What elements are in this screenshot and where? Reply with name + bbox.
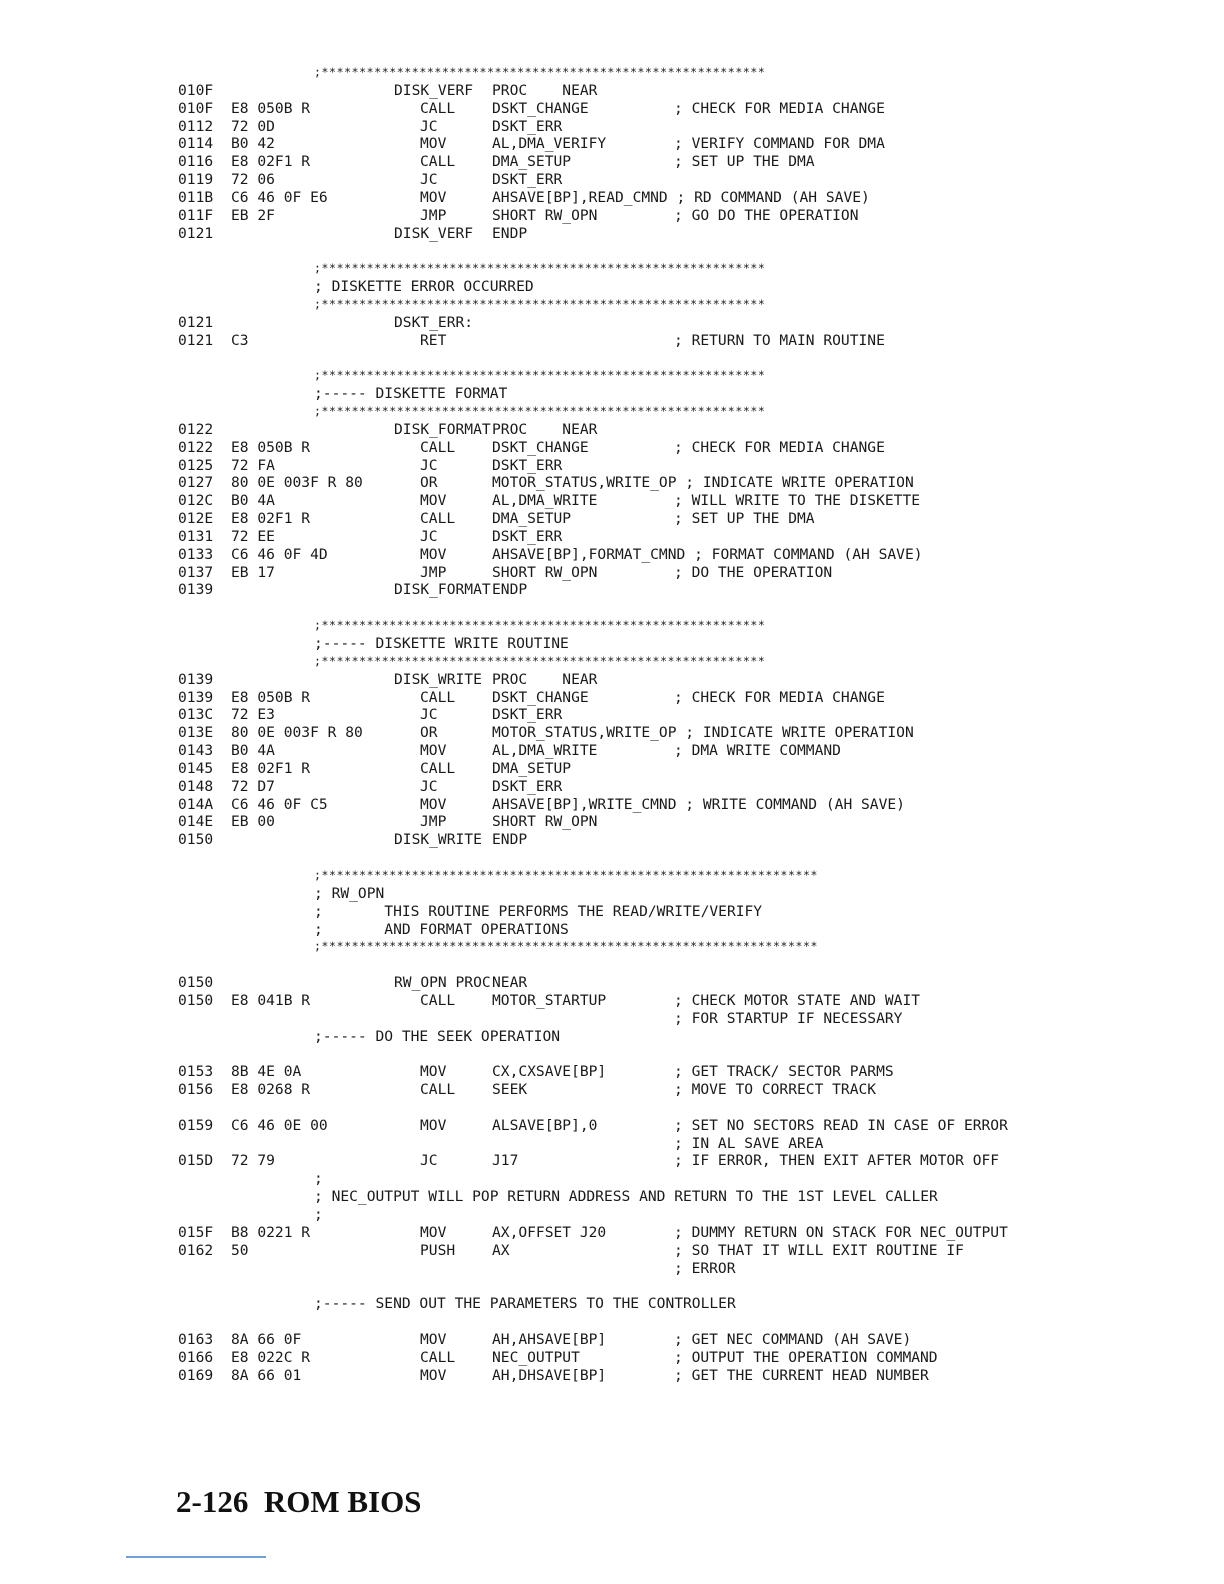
operand: MOTOR_STATUS,WRITE_OP ; INDICATE WRITE OPERATION [492,474,914,492]
separator-line [178,867,1168,885]
hex-code: C6 46 0E 00 [231,1116,328,1134]
code-line [178,742,1168,760]
label: DISK_WRITE [394,670,482,688]
mnemonic: OR [420,474,438,492]
address: 0150 [178,974,214,992]
comment-text: ; [314,1206,323,1223]
comment-text: ;----- DO THE SEEK OPERATION [314,1027,561,1045]
mnemonic: JC [420,706,438,724]
hex-code: 72 79 [231,1152,275,1170]
code-line [178,992,1168,1010]
mnemonic: CALL [420,991,456,1009]
operand: AHSAVE[BP],FORMAT_CMND ; FORMAT COMMAND (AH SAVE) [492,545,923,563]
section-comment [178,1028,1168,1046]
code-line [178,225,1168,243]
hex-code: 80 0E 003F R 80 [231,474,363,492]
separator-line [178,617,1168,635]
code-line [178,778,1168,796]
code-line [178,1331,1168,1349]
hex-code: C3 [231,331,249,349]
operand: AL,DMA_WRITE [492,492,598,510]
mnemonic: JC [420,777,438,795]
code-line [178,100,1168,118]
code-line [178,510,1168,528]
code-line [178,1367,1168,1385]
asterisk-rule: ;*********************************************************** [314,261,766,276]
code-line [178,1242,1168,1260]
address: 011F [178,206,214,224]
separator-line [178,653,1168,671]
blank-line [178,599,1168,617]
address: 010F [178,99,214,117]
address: 0163 [178,1330,214,1348]
address: 0122 [178,420,214,438]
asterisk-rule: ;****************************************************************** [314,867,819,882]
operand: DSKT_ERR [492,117,563,135]
section-comment [178,1206,1168,1224]
address: 0169 [178,1366,214,1384]
mnemonic: JC [420,171,438,189]
comment: ; DMA WRITE COMMAND [674,742,841,760]
comment: ; RETURN TO MAIN ROUTINE [674,331,885,349]
operand: PROC NEAR [492,670,598,688]
hex-code: 8A 66 0F [231,1330,302,1348]
address: 0116 [178,153,214,171]
mnemonic: MOV [420,1223,447,1241]
code-line [178,671,1168,689]
hex-code: E8 050B R [231,688,311,706]
comment-text: ; THIS ROUTINE PERFORMS THE READ/WRITE/VERIFY [314,902,763,920]
separator-line [178,296,1168,314]
comment: ; SO THAT IT WILL EXIT ROUTINE IF [674,1241,964,1259]
code-line [178,760,1168,778]
comment-text: ; RW_OPN [314,884,385,902]
code-line [178,1260,1168,1278]
operand: ALSAVE[BP],0 [492,1116,598,1134]
section-comment [178,903,1168,921]
code-line [178,1010,1168,1028]
label: DSKT_ERR: [394,313,474,331]
hex-code: E8 02F1 R [231,510,311,528]
mnemonic: MOV [420,795,447,813]
operand: DMA_SETUP [492,759,572,777]
address: 0148 [178,777,214,795]
hex-code: 72 E3 [231,706,275,724]
operand: MOTOR_STARTUP [492,991,607,1009]
address: 014E [178,813,214,831]
hex-code: C6 46 0F C5 [231,795,328,813]
comment: ; MOVE TO CORRECT TRACK [674,1081,877,1099]
mnemonic: CALL [420,688,456,706]
comment: ; OUTPUT THE OPERATION COMMAND [674,1348,938,1366]
comment: ; SET UP THE DMA [674,510,815,528]
operand: CX,CXSAVE[BP] [492,1063,607,1081]
asterisk-rule: ;*********************************************************** [314,296,766,311]
address: 010F [178,81,214,99]
address: 0125 [178,456,214,474]
asterisk-rule: ;*********************************************************** [314,65,766,79]
code-line [178,189,1168,207]
operand: DSKT_ERR [492,171,563,189]
address: 0133 [178,545,214,563]
section-comment [178,1170,1168,1188]
comment: ; DUMMY RETURN ON STACK FOR NEC_OUTPUT [674,1223,1008,1241]
mnemonic: MOV [420,545,447,563]
operand: PROC NEAR [492,81,598,99]
code-line [178,207,1168,225]
address: 0121 [178,313,214,331]
code-line [178,813,1168,831]
section-comment [178,635,1168,653]
comment: ; GET TRACK/ SECTOR PARMS [674,1063,894,1081]
operand: MOTOR_STATUS,WRITE_OP ; INDICATE WRITE OPERATION [492,724,914,742]
asterisk-rule: ;*********************************************************** [314,404,766,419]
mnemonic: RET [420,331,447,349]
operand: NEC_OUTPUT [492,1348,580,1366]
asterisk-rule: ;*********************************************************** [314,653,766,668]
mnemonic: MOV [420,492,447,510]
address: 0139 [178,670,214,688]
blank-line [178,350,1168,368]
blank-line [178,1313,1168,1331]
operand: AH,AHSAVE[BP] [492,1330,607,1348]
mnemonic: CALL [420,99,456,117]
mnemonic: CALL [420,510,456,528]
code-line [178,118,1168,136]
footer-rule [126,1556,266,1558]
blank-line [178,956,1168,974]
address: 013E [178,724,214,742]
operand: SHORT RW_OPN [492,813,598,831]
page-footer: 2-126 ROM BIOS [176,1484,422,1519]
code-line [178,831,1168,849]
operand: AX [492,1241,510,1259]
mnemonic: OR [420,724,438,742]
blank-line [178,849,1168,867]
separator-line [178,403,1168,421]
address: 0122 [178,438,214,456]
address: 012C [178,492,214,510]
address: 0156 [178,1081,214,1099]
operand: SHORT RW_OPN [492,206,598,224]
code-line [178,314,1168,332]
asterisk-rule: ;****************************************************************** [314,939,819,954]
address: 0121 [178,224,214,242]
address: 0150 [178,991,214,1009]
code-line [178,974,1168,992]
hex-code: E8 0268 R [231,1081,311,1099]
comment: ; GET NEC COMMAND (AH SAVE) [674,1330,912,1348]
address: 0159 [178,1116,214,1134]
comment: ; CHECK FOR MEDIA CHANGE [674,438,885,456]
comment: ; FOR STARTUP IF NECESSARY [674,1009,903,1027]
asterisk-rule: ;*********************************************************** [314,618,766,633]
mnemonic: PUSH [420,1241,456,1259]
address: 0153 [178,1063,214,1081]
hex-code: 50 [231,1241,249,1259]
label: DISK_FORMAT [394,420,491,438]
hex-code: 8A 66 01 [231,1366,302,1384]
comment: ; CHECK FOR MEDIA CHANGE [674,99,885,117]
operand: AL,DMA_VERIFY [492,135,607,153]
comment: ; ERROR [674,1259,736,1277]
code-line [178,82,1168,100]
separator-line [178,260,1168,278]
mnemonic: JMP [420,563,447,581]
code-line [178,706,1168,724]
mnemonic: CALL [420,759,456,777]
mnemonic: JC [420,117,438,135]
hex-code: B8 0221 R [231,1223,311,1241]
code-line [178,546,1168,564]
section-comment [178,1295,1168,1313]
operand: DSKT_CHANGE [492,438,589,456]
address: 0121 [178,331,214,349]
operand: J17 [492,1152,519,1170]
mnemonic: CALL [420,153,456,171]
code-line [178,1063,1168,1081]
operand: ENDP [492,581,528,599]
label: RW_OPN PROC [394,974,491,992]
address: 0139 [178,688,214,706]
hex-code: B0 4A [231,742,275,760]
hex-code: 72 0D [231,117,275,135]
operand: ENDP [492,224,528,242]
blank-line [178,1277,1168,1295]
asterisk-rule: ;*********************************************************** [314,368,766,383]
code-line [178,1135,1168,1153]
section-comment [178,278,1168,296]
hex-code: 8B 4E 0A [231,1063,302,1081]
hex-code: EB 00 [231,813,275,831]
label: DISK_VERF [394,224,474,242]
section-comment [178,921,1168,939]
assembly-listing [178,64,1168,1384]
comment: ; GO DO THE OPERATION [674,206,859,224]
address: 0112 [178,117,214,135]
operand: AL,DMA_WRITE [492,742,598,760]
operand: DMA_SETUP [492,510,572,528]
mnemonic: MOV [420,1330,447,1348]
operand: AHSAVE[BP],WRITE_CMND ; WRITE COMMAND (AH SAVE) [492,795,905,813]
comment-text: ;----- DISKETTE WRITE ROUTINE [314,635,569,652]
separator-line [178,64,1168,82]
separator-line [178,367,1168,385]
address: 0127 [178,474,214,492]
operand: SHORT RW_OPN [492,563,598,581]
comment-text: ; AND FORMAT OPERATIONS [314,920,569,938]
comment: ; SET NO SECTORS READ IN CASE OF ERROR [674,1116,1008,1134]
address: 0150 [178,831,214,849]
code-line [178,796,1168,814]
address: 013C [178,706,214,724]
code-line [178,171,1168,189]
label: DISK_FORMAT [394,581,491,599]
address: 0119 [178,171,214,189]
operand: SEEK [492,1081,528,1099]
mnemonic: MOV [420,742,447,760]
hex-code: B0 4A [231,492,275,510]
comment-text: ; DISKETTE ERROR OCCURRED [314,278,534,296]
mnemonic: CALL [420,1348,456,1366]
label: DISK_VERF [394,81,474,99]
address: 015D [178,1152,214,1170]
label: DISK_WRITE [394,831,482,849]
code-line [178,564,1168,582]
mnemonic: MOV [420,188,447,206]
mnemonic: MOV [420,1063,447,1081]
comment: ; VERIFY COMMAND FOR DMA [674,135,885,153]
hex-code: 72 D7 [231,777,275,795]
hex-code: E8 02F1 R [231,153,311,171]
hex-code: 72 06 [231,171,275,189]
blank-line [178,1099,1168,1117]
comment: ; IF ERROR, THEN EXIT AFTER MOTOR OFF [674,1152,1000,1170]
code-line [178,135,1168,153]
section-comment [178,385,1168,403]
operand: ENDP [492,831,528,849]
blank-line [178,242,1168,260]
hex-code: E8 022C R [231,1348,311,1366]
hex-code: E8 050B R [231,438,311,456]
hex-code: 80 0E 003F R 80 [231,724,363,742]
code-line [178,492,1168,510]
address: 0139 [178,581,214,599]
code-line [178,421,1168,439]
comment: ; CHECK FOR MEDIA CHANGE [674,688,885,706]
separator-line [178,938,1168,956]
code-line [178,153,1168,171]
mnemonic: MOV [420,1366,447,1384]
code-line [178,439,1168,457]
operand: DSKT_CHANGE [492,99,589,117]
comment-text: ; [314,1170,323,1188]
mnemonic: JC [420,527,438,545]
mnemonic: MOV [420,1116,447,1134]
operand: NEAR [492,974,528,992]
comment: ; SET UP THE DMA [674,153,815,171]
comment: ; GET THE CURRENT HEAD NUMBER [674,1366,929,1384]
mnemonic: JC [420,1152,438,1170]
comment-text: ;----- SEND OUT THE PARAMETERS TO THE CONTROLLER [314,1295,736,1313]
hex-code: B0 42 [231,135,275,153]
comment: ; DO THE OPERATION [674,563,833,581]
blank-line [178,1045,1168,1063]
code-line [178,332,1168,350]
operand: AH,DHSAVE[BP] [492,1366,607,1384]
hex-code: 72 FA [231,456,275,474]
code-line [178,724,1168,742]
hex-code: 72 EE [231,527,275,545]
code-line [178,457,1168,475]
hex-code: E8 050B R [231,99,311,117]
address: 0145 [178,759,214,777]
hex-code: E8 02F1 R [231,759,311,777]
code-line [178,689,1168,707]
hex-code: EB 17 [231,563,275,581]
address: 0131 [178,527,214,545]
mnemonic: JMP [420,813,447,831]
operand: AHSAVE[BP],READ_CMND ; RD COMMAND (AH SAVE) [492,188,870,206]
address: 0143 [178,742,214,760]
address: 011B [178,188,214,206]
operand: DSKT_CHANGE [492,688,589,706]
operand: PROC NEAR [492,420,598,438]
address: 014A [178,795,214,813]
address: 0162 [178,1241,214,1259]
address: 0137 [178,563,214,581]
operand: DSKT_ERR [492,706,563,724]
address: 0114 [178,135,214,153]
section-comment [178,885,1168,903]
code-line [178,1224,1168,1242]
code-line [178,1349,1168,1367]
hex-code: C6 46 0F 4D [231,545,328,563]
code-line [178,581,1168,599]
operand: DSKT_ERR [492,527,563,545]
hex-code: C6 46 0F E6 [231,188,328,206]
mnemonic: JMP [420,206,447,224]
mnemonic: MOV [420,135,447,153]
code-line [178,528,1168,546]
code-line [178,1152,1168,1170]
code-line [178,1117,1168,1135]
comment: ; IN AL SAVE AREA [674,1134,824,1152]
comment: ; CHECK MOTOR STATE AND WAIT [674,991,921,1009]
mnemonic: CALL [420,438,456,456]
address: 012E [178,510,214,528]
code-line [178,1081,1168,1099]
hex-code: E8 041B R [231,991,311,1009]
hex-code: EB 2F [231,206,275,224]
address: 0166 [178,1348,214,1366]
address: 015F [178,1223,214,1241]
comment-text: ; NEC_OUTPUT WILL POP RETURN ADDRESS AND RETURN TO THE 1ST LEVEL CALLER [314,1188,938,1206]
operand: DMA_SETUP [492,153,572,171]
operand: DSKT_ERR [492,777,563,795]
mnemonic: JC [420,456,438,474]
code-line [178,474,1168,492]
operand: DSKT_ERR [492,456,563,474]
operand: AX,OFFSET J20 [492,1223,607,1241]
mnemonic: CALL [420,1081,456,1099]
section-comment [178,1188,1168,1206]
comment-text: ;----- DISKETTE FORMAT [314,385,508,403]
comment: ; WILL WRITE TO THE DISKETTE [674,492,921,510]
